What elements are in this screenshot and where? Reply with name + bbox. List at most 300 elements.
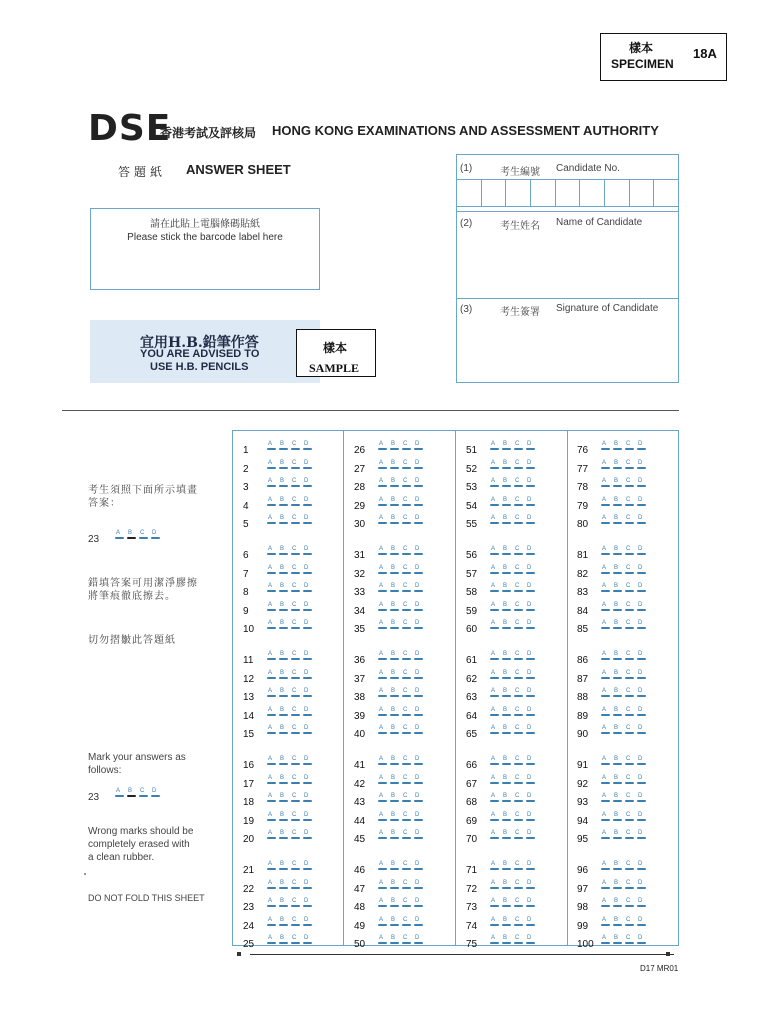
option-d-bubble[interactable] <box>414 583 423 593</box>
option-a-bubble[interactable] <box>378 793 387 803</box>
option-c-bubble[interactable] <box>514 775 523 785</box>
option-a-bubble[interactable] <box>267 725 276 735</box>
option-b-bubble[interactable] <box>502 460 511 470</box>
option-d-bubble[interactable] <box>526 898 535 908</box>
option-a-bubble[interactable] <box>601 775 610 785</box>
option-b-bubble[interactable] <box>502 898 511 908</box>
option-d-bubble[interactable] <box>637 861 646 871</box>
option-d-bubble[interactable] <box>414 602 423 612</box>
option-b-bubble[interactable] <box>502 602 511 612</box>
option-c-bubble[interactable] <box>402 707 411 717</box>
option-c-bubble[interactable] <box>402 898 411 908</box>
option-c-bubble[interactable] <box>402 670 411 680</box>
option-c-bubble[interactable] <box>402 688 411 698</box>
option-c-bubble[interactable] <box>402 515 411 525</box>
option-a-bubble[interactable] <box>601 830 610 840</box>
option-d-bubble[interactable] <box>303 775 312 785</box>
option-a-bubble[interactable] <box>378 861 387 871</box>
option-b-bubble[interactable] <box>279 861 288 871</box>
option-c-bubble[interactable] <box>402 620 411 630</box>
option-c-bubble[interactable] <box>514 880 523 890</box>
option-a-bubble[interactable] <box>267 515 276 525</box>
candidate-no-cell[interactable] <box>482 180 507 206</box>
option-d-bubble[interactable] <box>303 497 312 507</box>
option-a-bubble[interactable] <box>267 565 276 575</box>
option-d-bubble[interactable] <box>637 898 646 908</box>
option-d-bubble[interactable] <box>303 880 312 890</box>
option-c-bubble[interactable] <box>402 478 411 488</box>
option-b-bubble[interactable] <box>390 775 399 785</box>
option-d-bubble[interactable] <box>414 497 423 507</box>
option-d-bubble[interactable] <box>637 602 646 612</box>
option-a-bubble[interactable] <box>267 917 276 927</box>
option-c-bubble[interactable] <box>291 602 300 612</box>
option-d-bubble[interactable] <box>414 793 423 803</box>
option-b-bubble[interactable] <box>279 688 288 698</box>
option-a-bubble[interactable] <box>267 756 276 766</box>
option-a-bubble[interactable] <box>378 651 387 661</box>
option-d-bubble[interactable] <box>526 602 535 612</box>
option-c-bubble[interactable] <box>402 812 411 822</box>
option-c-bubble[interactable] <box>291 651 300 661</box>
option-a-bubble[interactable] <box>267 830 276 840</box>
option-b-bubble[interactable] <box>390 497 399 507</box>
option-c-bubble[interactable] <box>514 812 523 822</box>
option-d-bubble[interactable] <box>303 620 312 630</box>
option-b-bubble[interactable] <box>613 583 622 593</box>
option-b-bubble[interactable] <box>502 441 511 451</box>
option-a-bubble[interactable] <box>490 725 499 735</box>
option-d-bubble[interactable] <box>637 707 646 717</box>
option-b-bubble[interactable] <box>390 830 399 840</box>
option-a-bubble[interactable] <box>490 460 499 470</box>
option-a-bubble[interactable] <box>490 793 499 803</box>
option-c-bubble[interactable] <box>291 830 300 840</box>
candidate-no-cell[interactable] <box>556 180 581 206</box>
option-c-bubble[interactable] <box>514 583 523 593</box>
option-b-bubble[interactable] <box>279 602 288 612</box>
option-c-bubble[interactable] <box>625 725 634 735</box>
option-a-bubble[interactable] <box>601 935 610 945</box>
option-d-bubble[interactable] <box>526 725 535 735</box>
option-d-bubble[interactable] <box>414 775 423 785</box>
option-b-bubble[interactable] <box>279 651 288 661</box>
option-c-bubble[interactable] <box>514 565 523 575</box>
option-b-bubble[interactable] <box>390 917 399 927</box>
option-c-bubble[interactable] <box>291 725 300 735</box>
signature-field[interactable] <box>457 318 678 381</box>
option-d-bubble[interactable] <box>303 583 312 593</box>
option-a-bubble[interactable] <box>378 670 387 680</box>
option-c-bubble[interactable] <box>625 546 634 556</box>
option-c-bubble[interactable] <box>514 707 523 717</box>
option-c-bubble[interactable] <box>625 478 634 488</box>
option-b-bubble[interactable] <box>390 441 399 451</box>
option-a-bubble[interactable] <box>601 725 610 735</box>
option-c-bubble[interactable] <box>402 651 411 661</box>
option-c-bubble[interactable] <box>625 793 634 803</box>
option-a-bubble[interactable] <box>378 775 387 785</box>
option-b-bubble[interactable] <box>390 725 399 735</box>
option-a-bubble[interactable] <box>601 441 610 451</box>
option-b-bubble[interactable] <box>502 651 511 661</box>
candidate-no-cell[interactable] <box>506 180 531 206</box>
option-b-bubble[interactable] <box>613 515 622 525</box>
option-a-bubble[interactable] <box>490 898 499 908</box>
option-b-bubble[interactable] <box>613 917 622 927</box>
option-c-bubble[interactable] <box>625 707 634 717</box>
option-b-bubble[interactable] <box>390 861 399 871</box>
option-d-bubble[interactable] <box>414 898 423 908</box>
option-d-bubble[interactable] <box>637 812 646 822</box>
option-d-bubble[interactable] <box>303 812 312 822</box>
option-d-bubble[interactable] <box>637 546 646 556</box>
option-d-bubble[interactable] <box>303 793 312 803</box>
option-d-bubble[interactable] <box>303 460 312 470</box>
option-b-bubble[interactable] <box>279 880 288 890</box>
option-d-bubble[interactable] <box>303 935 312 945</box>
option-a-bubble[interactable] <box>378 707 387 717</box>
option-c-bubble[interactable] <box>402 583 411 593</box>
option-b-bubble[interactable] <box>390 707 399 717</box>
option-d-bubble[interactable] <box>526 861 535 871</box>
option-d-bubble[interactable] <box>414 830 423 840</box>
option-c-bubble[interactable] <box>625 620 634 630</box>
option-a-bubble[interactable] <box>601 497 610 507</box>
option-b-bubble[interactable] <box>502 670 511 680</box>
option-a-bubble[interactable] <box>267 935 276 945</box>
option-a-bubble[interactable] <box>490 861 499 871</box>
option-a-bubble[interactable] <box>490 441 499 451</box>
option-a-bubble[interactable] <box>490 880 499 890</box>
option-c-bubble[interactable] <box>291 688 300 698</box>
option-b-bubble[interactable] <box>502 793 511 803</box>
option-a-bubble[interactable] <box>490 670 499 680</box>
option-d-bubble[interactable] <box>637 688 646 698</box>
option-a-bubble[interactable] <box>490 583 499 593</box>
option-b-bubble[interactable] <box>390 688 399 698</box>
option-a-bubble[interactable] <box>490 565 499 575</box>
option-a-bubble[interactable] <box>490 707 499 717</box>
option-c-bubble[interactable] <box>291 583 300 593</box>
option-c-bubble[interactable] <box>514 546 523 556</box>
option-b-bubble[interactable] <box>613 707 622 717</box>
option-a-bubble[interactable] <box>490 756 499 766</box>
option-c-bubble[interactable] <box>402 935 411 945</box>
option-b-bubble[interactable] <box>613 620 622 630</box>
option-a-bubble[interactable] <box>601 917 610 927</box>
option-c-bubble[interactable] <box>625 812 634 822</box>
option-b-bubble[interactable] <box>502 497 511 507</box>
option-b-bubble[interactable] <box>613 478 622 488</box>
option-d-bubble[interactable] <box>526 670 535 680</box>
option-b-bubble[interactable] <box>390 565 399 575</box>
option-a-bubble[interactable] <box>378 602 387 612</box>
option-c-bubble[interactable] <box>625 583 634 593</box>
option-c-bubble[interactable] <box>291 707 300 717</box>
option-b-bubble[interactable] <box>502 812 511 822</box>
option-c-bubble[interactable] <box>625 651 634 661</box>
option-a-bubble[interactable] <box>490 515 499 525</box>
option-d-bubble[interactable] <box>526 707 535 717</box>
option-a-bubble[interactable] <box>378 812 387 822</box>
option-a-bubble[interactable] <box>490 546 499 556</box>
option-b-bubble[interactable] <box>613 651 622 661</box>
option-b-bubble[interactable] <box>613 670 622 680</box>
option-a-bubble[interactable] <box>490 651 499 661</box>
option-b-bubble[interactable] <box>279 497 288 507</box>
option-a-bubble[interactable] <box>267 861 276 871</box>
option-d-bubble[interactable] <box>414 935 423 945</box>
option-d-bubble[interactable] <box>526 651 535 661</box>
option-b-bubble[interactable] <box>390 620 399 630</box>
option-b-bubble[interactable] <box>279 812 288 822</box>
option-b-bubble[interactable] <box>502 546 511 556</box>
option-d-bubble[interactable] <box>526 688 535 698</box>
candidate-no-cell[interactable] <box>531 180 556 206</box>
option-d-bubble[interactable] <box>526 775 535 785</box>
option-a-bubble[interactable] <box>267 583 276 593</box>
option-b-bubble[interactable] <box>279 917 288 927</box>
option-a-bubble[interactable] <box>601 861 610 871</box>
option-b-bubble[interactable] <box>613 565 622 575</box>
option-a-bubble[interactable] <box>378 880 387 890</box>
option-a-bubble[interactable] <box>378 565 387 575</box>
option-b-bubble[interactable] <box>390 756 399 766</box>
option-d-bubble[interactable] <box>637 670 646 680</box>
option-a-bubble[interactable] <box>378 497 387 507</box>
option-a-bubble[interactable] <box>267 546 276 556</box>
option-c-bubble[interactable] <box>514 830 523 840</box>
option-a-bubble[interactable] <box>378 725 387 735</box>
candidate-no-cell[interactable] <box>457 180 482 206</box>
option-b-bubble[interactable] <box>613 812 622 822</box>
option-d-bubble[interactable] <box>526 917 535 927</box>
option-d-bubble[interactable] <box>637 793 646 803</box>
option-c-bubble[interactable] <box>291 861 300 871</box>
option-b-bubble[interactable] <box>613 898 622 908</box>
option-b-bubble[interactable] <box>390 478 399 488</box>
option-d-bubble[interactable] <box>637 515 646 525</box>
option-d-bubble[interactable] <box>526 546 535 556</box>
option-d-bubble[interactable] <box>303 441 312 451</box>
option-a-bubble[interactable] <box>378 478 387 488</box>
option-c-bubble[interactable] <box>402 441 411 451</box>
option-b-bubble[interactable] <box>613 602 622 612</box>
option-a-bubble[interactable] <box>267 602 276 612</box>
option-b-bubble[interactable] <box>390 935 399 945</box>
option-c-bubble[interactable] <box>514 725 523 735</box>
candidate-no-field[interactable] <box>457 179 678 207</box>
option-b-bubble[interactable] <box>613 460 622 470</box>
option-c-bubble[interactable] <box>514 651 523 661</box>
option-c-bubble[interactable] <box>291 670 300 680</box>
option-c-bubble[interactable] <box>402 546 411 556</box>
option-b-bubble[interactable] <box>502 688 511 698</box>
candidate-no-cell[interactable] <box>605 180 630 206</box>
option-c-bubble[interactable] <box>291 756 300 766</box>
option-d-bubble[interactable] <box>637 775 646 785</box>
option-b-bubble[interactable] <box>279 583 288 593</box>
option-b-bubble[interactable] <box>502 935 511 945</box>
option-c-bubble[interactable] <box>514 441 523 451</box>
option-c-bubble[interactable] <box>625 861 634 871</box>
option-b-bubble[interactable] <box>613 935 622 945</box>
option-d-bubble[interactable] <box>303 546 312 556</box>
option-a-bubble[interactable] <box>601 793 610 803</box>
option-a-bubble[interactable] <box>601 478 610 488</box>
option-d-bubble[interactable] <box>303 515 312 525</box>
option-a-bubble[interactable] <box>267 812 276 822</box>
option-a-bubble[interactable] <box>601 515 610 525</box>
option-b-bubble[interactable] <box>279 515 288 525</box>
option-d-bubble[interactable] <box>526 565 535 575</box>
option-d-bubble[interactable] <box>637 830 646 840</box>
option-c-bubble[interactable] <box>514 602 523 612</box>
option-d-bubble[interactable] <box>303 670 312 680</box>
option-b-bubble[interactable] <box>279 620 288 630</box>
option-c-bubble[interactable] <box>514 497 523 507</box>
option-b-bubble[interactable] <box>502 515 511 525</box>
option-a-bubble[interactable] <box>490 917 499 927</box>
option-c-bubble[interactable] <box>402 497 411 507</box>
option-c-bubble[interactable] <box>625 602 634 612</box>
option-c-bubble[interactable] <box>625 898 634 908</box>
option-a-bubble[interactable] <box>490 830 499 840</box>
option-d-bubble[interactable] <box>414 546 423 556</box>
option-a-bubble[interactable] <box>378 830 387 840</box>
option-b-bubble[interactable] <box>613 497 622 507</box>
option-b-bubble[interactable] <box>390 602 399 612</box>
option-b-bubble[interactable] <box>390 793 399 803</box>
option-a-bubble[interactable] <box>378 583 387 593</box>
option-b-bubble[interactable] <box>613 861 622 871</box>
option-a-bubble[interactable] <box>378 515 387 525</box>
option-b-bubble[interactable] <box>279 725 288 735</box>
option-d-bubble[interactable] <box>526 880 535 890</box>
option-b-bubble[interactable] <box>502 707 511 717</box>
option-c-bubble[interactable] <box>291 460 300 470</box>
option-d-bubble[interactable] <box>303 725 312 735</box>
option-b-bubble[interactable] <box>502 725 511 735</box>
option-a-bubble[interactable] <box>601 460 610 470</box>
option-b-bubble[interactable] <box>390 460 399 470</box>
option-d-bubble[interactable] <box>526 478 535 488</box>
option-c-bubble[interactable] <box>514 756 523 766</box>
option-b-bubble[interactable] <box>613 688 622 698</box>
option-d-bubble[interactable] <box>637 756 646 766</box>
option-b-bubble[interactable] <box>279 460 288 470</box>
option-a-bubble[interactable] <box>490 775 499 785</box>
option-c-bubble[interactable] <box>291 775 300 785</box>
option-c-bubble[interactable] <box>625 565 634 575</box>
option-d-bubble[interactable] <box>526 441 535 451</box>
option-c-bubble[interactable] <box>291 441 300 451</box>
option-d-bubble[interactable] <box>303 756 312 766</box>
option-c-bubble[interactable] <box>291 812 300 822</box>
option-a-bubble[interactable] <box>378 546 387 556</box>
option-b-bubble[interactable] <box>279 546 288 556</box>
option-d-bubble[interactable] <box>414 565 423 575</box>
option-c-bubble[interactable] <box>514 460 523 470</box>
option-c-bubble[interactable] <box>625 935 634 945</box>
option-d-bubble[interactable] <box>303 830 312 840</box>
option-a-bubble[interactable] <box>267 793 276 803</box>
option-d-bubble[interactable] <box>526 515 535 525</box>
option-b-bubble[interactable] <box>279 478 288 488</box>
option-a-bubble[interactable] <box>267 775 276 785</box>
option-c-bubble[interactable] <box>402 460 411 470</box>
option-b-bubble[interactable] <box>502 880 511 890</box>
option-c-bubble[interactable] <box>291 497 300 507</box>
option-a-bubble[interactable] <box>378 460 387 470</box>
option-a-bubble[interactable] <box>267 688 276 698</box>
option-c-bubble[interactable] <box>625 460 634 470</box>
option-d-bubble[interactable] <box>414 688 423 698</box>
option-d-bubble[interactable] <box>414 620 423 630</box>
option-c-bubble[interactable] <box>291 515 300 525</box>
option-b-bubble[interactable] <box>279 707 288 717</box>
option-b-bubble[interactable] <box>279 441 288 451</box>
option-c-bubble[interactable] <box>402 917 411 927</box>
option-c-bubble[interactable] <box>402 775 411 785</box>
option-b-bubble[interactable] <box>613 546 622 556</box>
option-d-bubble[interactable] <box>303 707 312 717</box>
option-d-bubble[interactable] <box>414 707 423 717</box>
option-b-bubble[interactable] <box>279 830 288 840</box>
option-c-bubble[interactable] <box>291 880 300 890</box>
option-a-bubble[interactable] <box>490 497 499 507</box>
option-c-bubble[interactable] <box>514 861 523 871</box>
option-a-bubble[interactable] <box>490 688 499 698</box>
option-b-bubble[interactable] <box>390 583 399 593</box>
option-d-bubble[interactable] <box>637 583 646 593</box>
option-c-bubble[interactable] <box>514 478 523 488</box>
option-a-bubble[interactable] <box>601 651 610 661</box>
option-d-bubble[interactable] <box>414 861 423 871</box>
option-c-bubble[interactable] <box>291 565 300 575</box>
option-a-bubble[interactable] <box>601 583 610 593</box>
option-b-bubble[interactable] <box>613 775 622 785</box>
option-c-bubble[interactable] <box>514 935 523 945</box>
option-a-bubble[interactable] <box>378 935 387 945</box>
option-a-bubble[interactable] <box>267 880 276 890</box>
option-a-bubble[interactable] <box>378 688 387 698</box>
option-a-bubble[interactable] <box>378 441 387 451</box>
option-d-bubble[interactable] <box>303 861 312 871</box>
option-a-bubble[interactable] <box>267 707 276 717</box>
option-d-bubble[interactable] <box>526 497 535 507</box>
option-d-bubble[interactable] <box>637 478 646 488</box>
option-b-bubble[interactable] <box>613 725 622 735</box>
option-d-bubble[interactable] <box>526 830 535 840</box>
option-b-bubble[interactable] <box>613 793 622 803</box>
option-c-bubble[interactable] <box>514 898 523 908</box>
option-d-bubble[interactable] <box>526 583 535 593</box>
option-b-bubble[interactable] <box>279 775 288 785</box>
option-d-bubble[interactable] <box>303 565 312 575</box>
option-b-bubble[interactable] <box>279 898 288 908</box>
option-a-bubble[interactable] <box>267 478 276 488</box>
option-a-bubble[interactable] <box>267 441 276 451</box>
option-d-bubble[interactable] <box>414 917 423 927</box>
option-a-bubble[interactable] <box>490 602 499 612</box>
option-c-bubble[interactable] <box>514 670 523 680</box>
option-a-bubble[interactable] <box>378 917 387 927</box>
option-d-bubble[interactable] <box>637 460 646 470</box>
option-a-bubble[interactable] <box>601 756 610 766</box>
option-c-bubble[interactable] <box>625 756 634 766</box>
